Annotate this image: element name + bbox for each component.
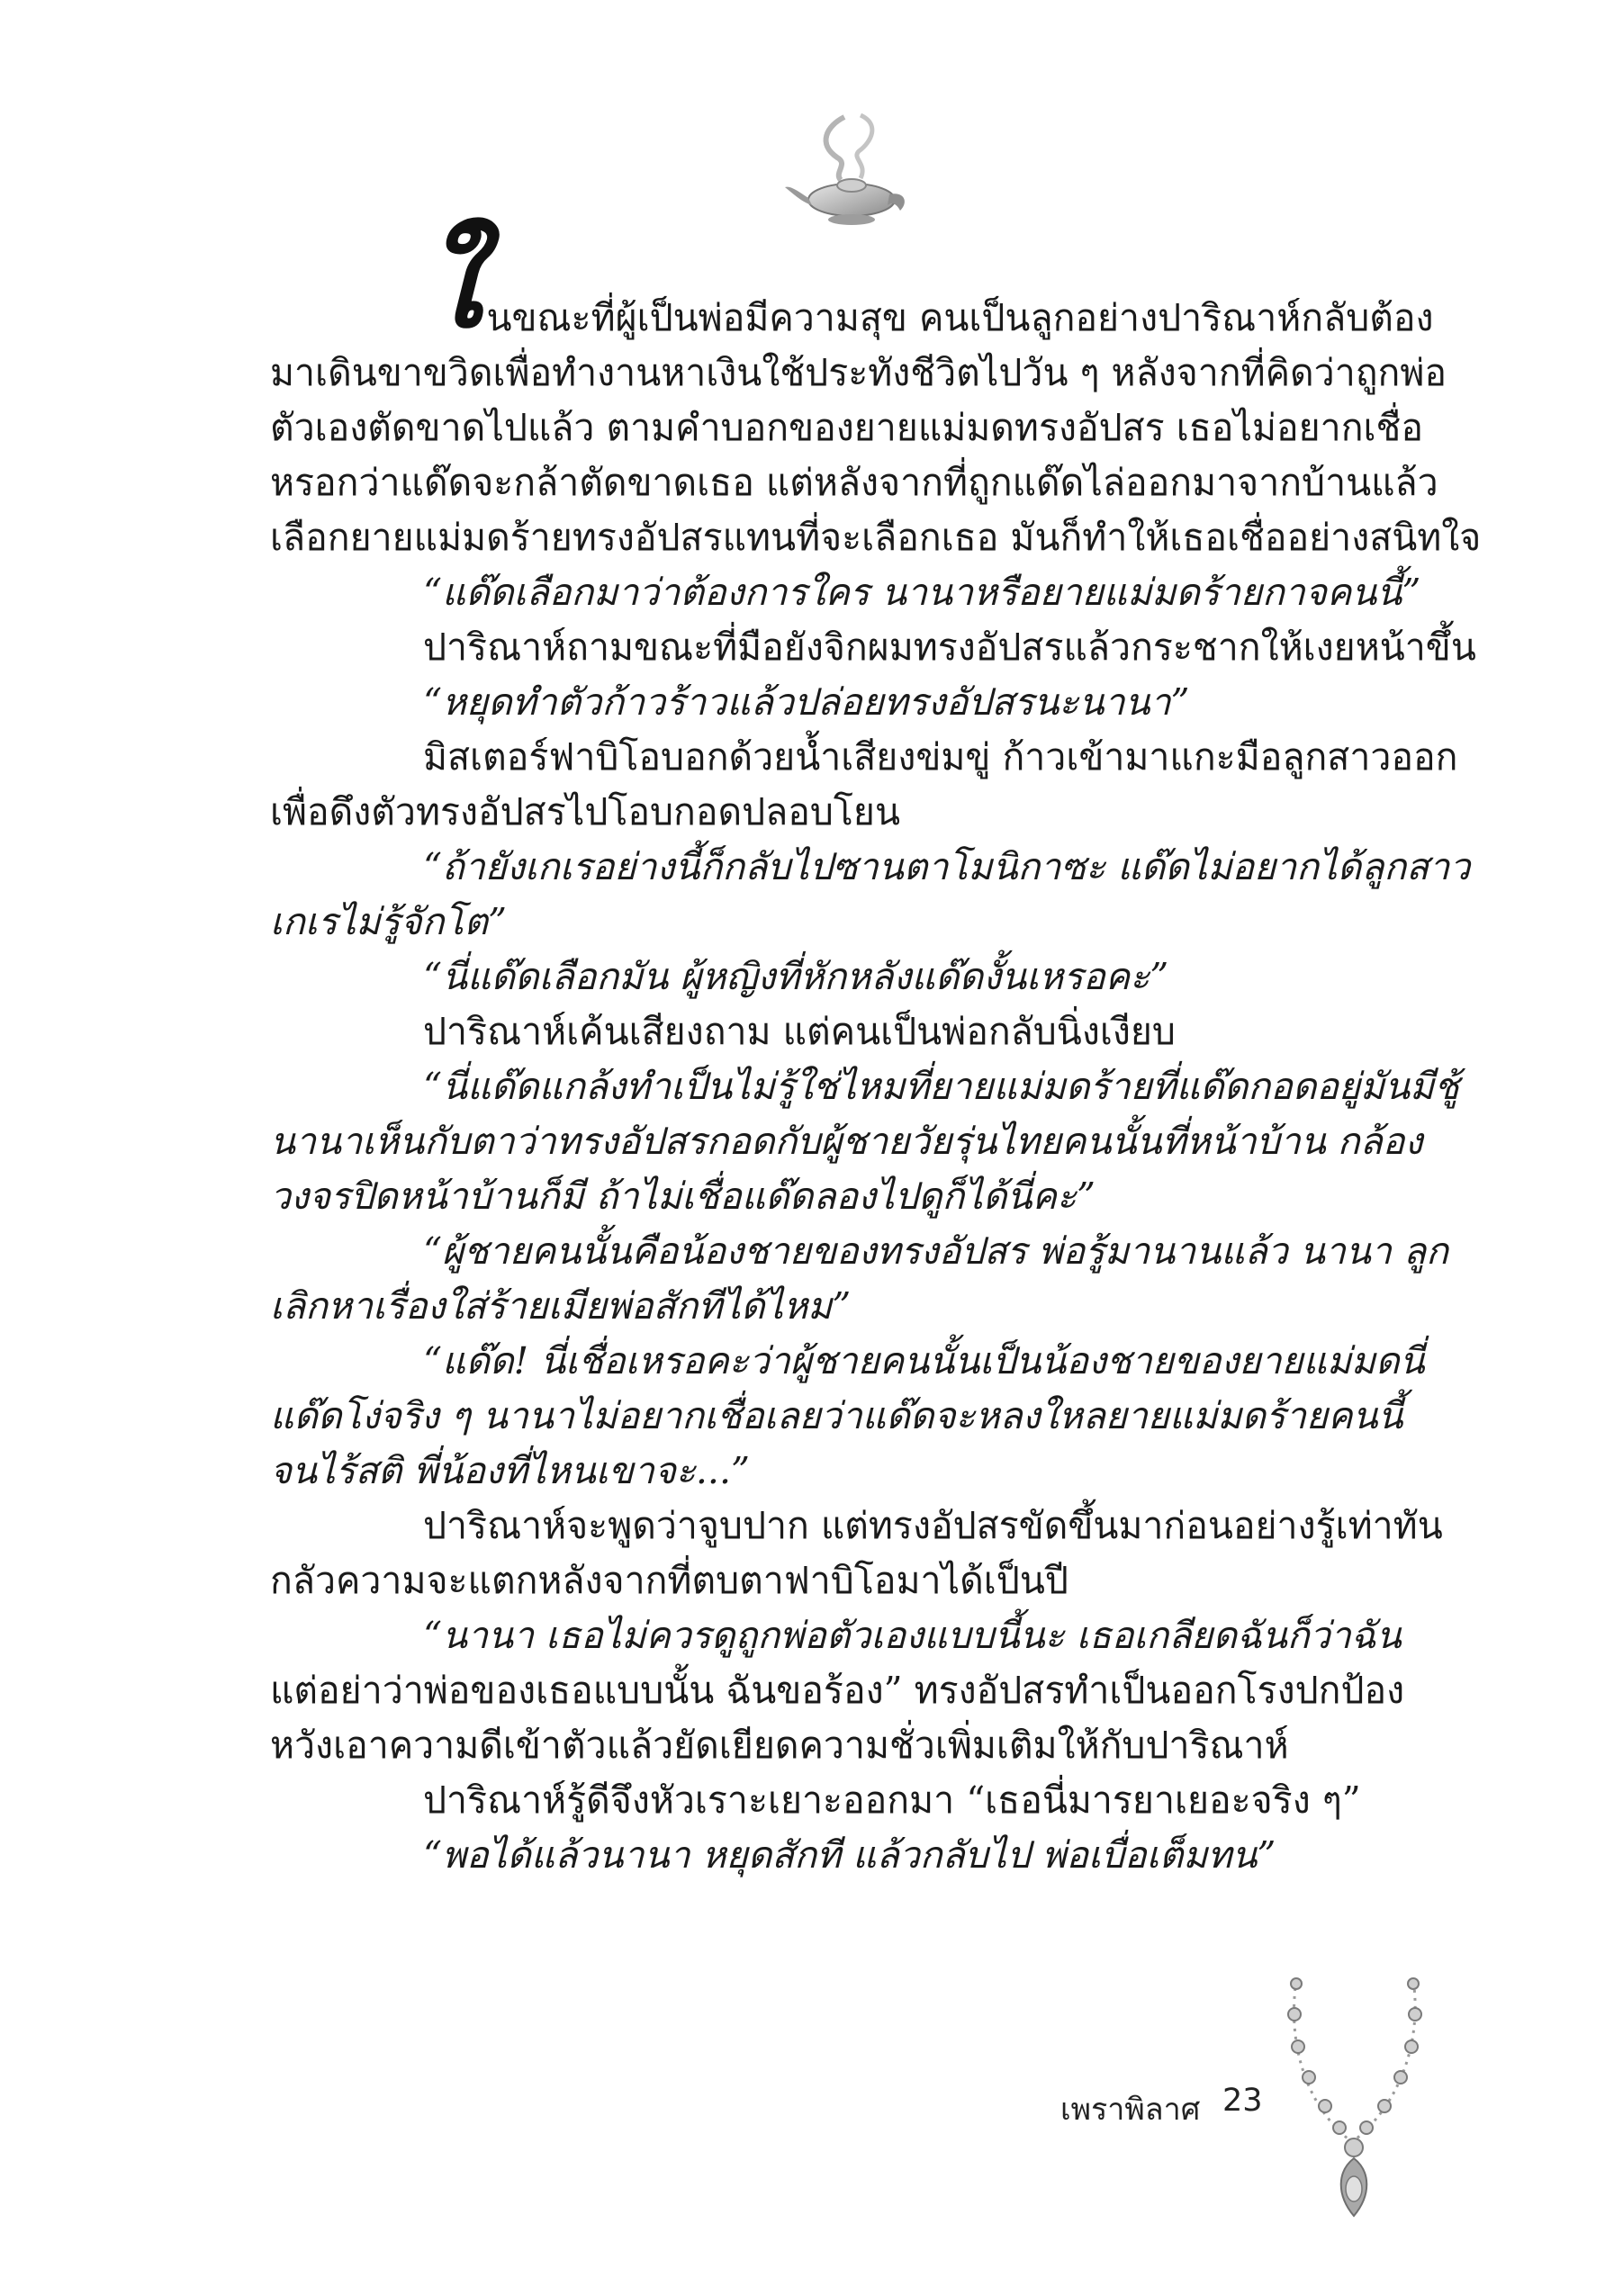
text-line: วงจรปิดหน้าบ้านก็มี ถ้าไม่เชื่อแด๊ดลองไปดูก็ได้นี่คะ” [270,1175,1096,1218]
necklace-icon [1278,1962,1436,2232]
genie-lamp-icon [781,108,916,230]
body-text [270,215,1482,1883]
text-line: “แด๊ด! นี่เชื่อเหรอคะว่าผู้ชายคนนั้นเป็นน้องชายของยายแม่มดนี่ [423,1339,1425,1382]
text-line: มาเดินขาขวิดเพื่อทำงานหาเงินใช้ประทังชีวิตไปวัน ๆ หลังจากที่คิดว่าถูกพ่อ [270,351,1447,394]
text-line: เลิกหาเรื่องใส่ร้ายเมียพ่อสักทีได้ไหม” [270,1284,852,1328]
text-line: นานาเห็นกับตาว่าทรงอัปสรกอดกับผู้ชายวัยรุ่นไทยคนนั้นที่หน้าบ้าน กล้อง [270,1120,1423,1163]
text-line: “นี่แด๊ดแกล้งทำเป็นไม่รู้ใช่ไหมที่ยายแม่มดร้ายที่แด๊ดกอดอยู่มันมีชู้ [423,1065,1459,1108]
text-line: เพื่อดึงตัวทรงอัปสรไปโอบกอดปลอบโยน [270,790,900,833]
text-line: มิสเตอร์ฟาบิโอบอกด้วยน้ำเสียงข่มขู่ ก้าวเข้ามาแกะมือลูกสาวออก [423,735,1458,779]
text-line: ปาริณาห์เค้นเสียงถาม แต่คนเป็นพ่อกลับนิ่งเงียบ [423,1010,1176,1053]
text-line: จนไร้สติ พี่น้องที่ไหนเขาจะ...” [270,1449,750,1492]
drop-cap: ใ [423,215,482,355]
text-line: เลือกยายแม่มดร้ายทรงอัปสรแทนที่จะเลือกเธอ มันก็ทำให้เธอเชื่ออย่างสนิทใจ [270,516,1482,559]
text-line: “นี่แด๊ดเลือกมัน ผู้หญิงที่หักหลังแด๊ดงั้นเหรอคะ” [423,955,1169,998]
text-line: “ผู้ชายคนนั้นคือน้องชายของทรงอัปสร พ่อรู้มานานแล้ว นานา ลูก [423,1229,1448,1273]
text-line: ตัวเองตัดขาดไปแล้ว ตามคำบอกของยายแม่มดทรงอัปสร เธอไม่อยากเชื่อ [270,406,1423,449]
running-title: เพราพิลาศ [1060,2092,1201,2128]
text-line: “ถ้ายังเกเรอย่างนี้ก็กลับไปซานตาโมนิกาซะ แด๊ดไม่อยากได้ลูกสาว [423,845,1471,888]
page-number: 23 [1222,2083,1263,2119]
text-line: นขณะที่ผู้เป็นพ่อมีความสุข คนเป็นลูกอย่างปาริณาห์กลับต้อง [486,296,1434,339]
text-line: “นานา เธอไม่ควรดูถูกพ่อตัวเองแบบนี้นะ เธอเกลียดฉันก็ว่าฉัน [423,1614,1402,1657]
text-line: แด๊ดโง่จริง ๆ นานาไม่อยากเชื่อเลยว่าแด๊ดจะหลงใหลยายแม่มดร้ายคนนี้ [270,1394,1403,1437]
text-line: “หยุดทำตัวก้าวร้าวแล้วปล่อยทรงอัปสรนะนานา” [423,680,1190,724]
text-line: กลัวความจะแตกหลังจากที่ตบตาฟาบิโอมาได้เป็นปี [270,1559,1068,1602]
text-line: เกเรไม่รู้จักโต” [270,900,507,943]
opening-paragraph [270,215,1434,355]
text-line: “แด๊ดเลือกมาว่าต้องการใคร นานาหรือยายแม่มดร้ายกาจคนนี้” [423,571,1421,614]
text-line: “พอได้แล้วนานา หยุดสักที แล้วกลับไป พ่อเบื่อเต็มทน” [423,1833,1276,1877]
text-line: ปาริณาห์จะพูดว่าจูบปาก แต่ทรงอัปสรขัดขึ้นมาก่อนอย่างรู้เท่าทัน [423,1504,1443,1547]
text-line: ปาริณาห์รู้ดีจึงหัวเราะเยาะออกมา “เธอนี่มารยาเยอะจริง ๆ” [423,1778,1361,1822]
text-line: แต่อย่าว่าพ่อของเธอแบบนั้น ฉันขอร้อง” ทรงอัปสรทำเป็นออกโรงปกป้อง [270,1669,1405,1712]
text-line: หรอกว่าแด๊ดจะกล้าตัดขาดเธอ แต่หลังจากที่ถูกแด๊ดไล่ออกมาจากบ้านแล้ว [270,461,1438,504]
text-line: หวังเอาความดีเข้าตัวแล้วยัดเยียดความชั่วเพิ่มเติมให้กับปาริณาห์ [270,1724,1289,1767]
text-line: ปาริณาห์ถามขณะที่มือยังจิกผมทรงอัปสรแล้วกระชากให้เงยหน้าขึ้น [423,626,1476,669]
